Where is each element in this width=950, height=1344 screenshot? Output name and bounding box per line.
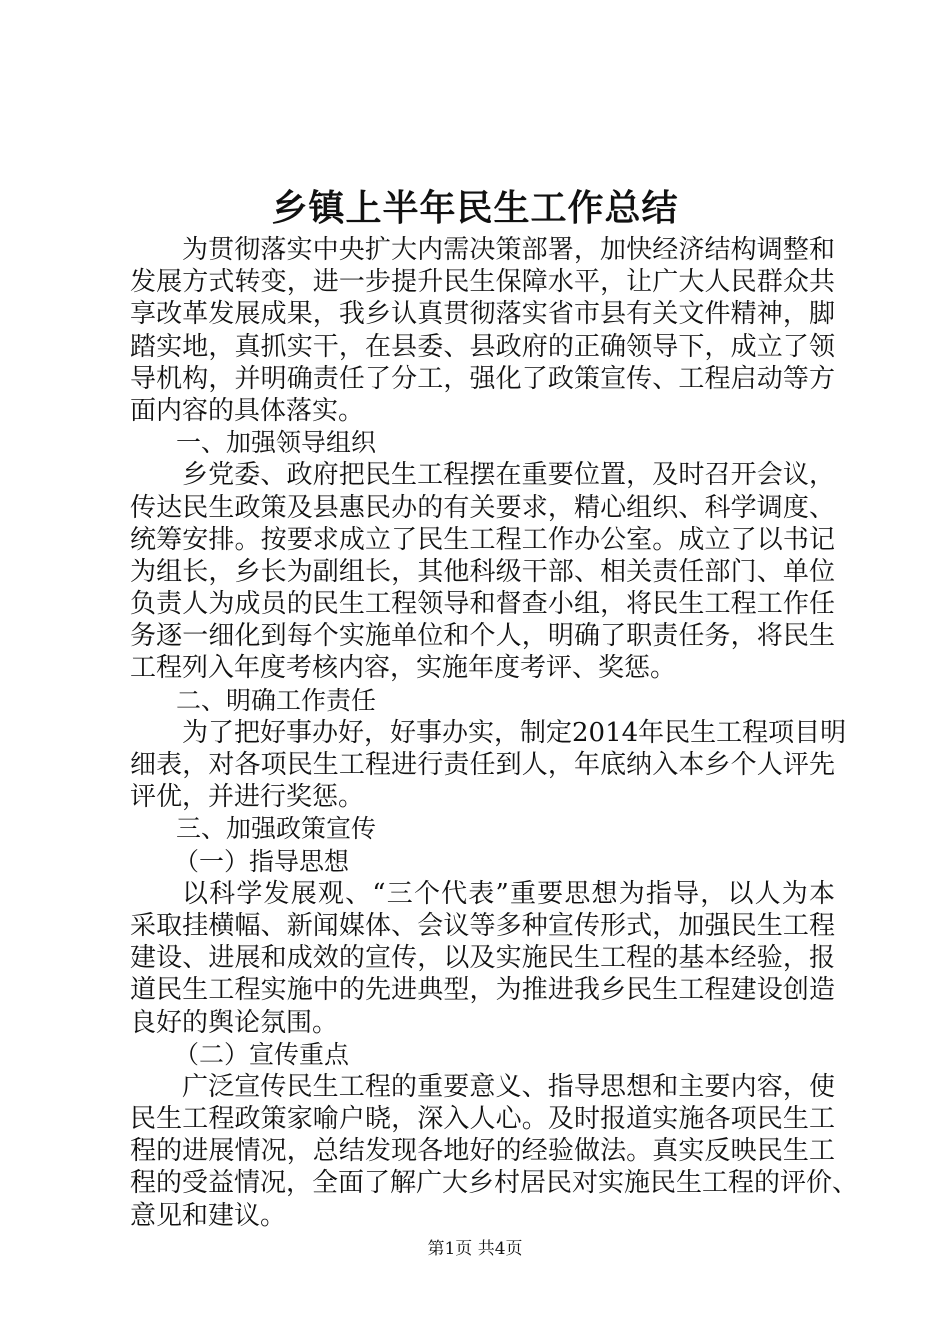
paragraph-line: 评优，并进行奖惩。: [130, 782, 365, 813]
paragraph-line: 为组长，乡长为副组长，其他科级干部、相关责任部门、单位: [130, 556, 835, 587]
paragraph-line: 传达民生政策及县惠民办的有关要求，精心组织、科学调度、: [130, 492, 835, 523]
paragraph-line: 发展方式转变，进一步提升民生保障水平，让广大人民群众共: [130, 267, 835, 298]
paragraph-line: 采取挂横幅、新闻媒体、会议等多种宣传形式，加强民生工程: [130, 910, 835, 941]
paragraph-line: 工程列入年度考核内容，实施年度考评、奖惩。: [130, 653, 677, 684]
paragraph-line: 乡党委、政府把民生工程摆在重要位置，及时召开会议，: [182, 460, 835, 491]
paragraph-line: 程的受益情况，全面了解广大乡村居民对实施民生工程的评价、: [130, 1168, 859, 1199]
paragraph-line: 为了把好事办好，好事办实，制定2014年民生工程项目明: [182, 717, 847, 748]
section-heading-publicity: 三、加强政策宣传: [176, 814, 377, 844]
paragraph-line: 良好的舆论氛围。: [130, 1007, 339, 1038]
section-heading-leadership: 一、加强领导组织: [176, 428, 377, 458]
paragraph-line: 踏实地，真抓实干，在县委、县政府的正确领导下，成立了领: [130, 331, 835, 362]
paragraph-line: 务逐一细化到每个实施单位和个人，明确了职责任务，将民生: [130, 621, 835, 652]
subsection-heading-publicity-focus: （二）宣传重点: [174, 1039, 350, 1069]
intro-paragraph: [130, 234, 835, 427]
paragraph-line: 民生工程政策家喻户晓，深入人心。及时报道实施各项民生工: [130, 1104, 835, 1135]
page-number-footer: 第1页 共4页: [427, 1239, 523, 1259]
paragraph-line: 以科学发展观、“三个代表”重要思想为指导，以人为本: [182, 878, 835, 909]
guiding-ideology-paragraph: [130, 878, 835, 1039]
paragraph-line: 程的进展情况，总结发现各地好的经验做法。真实反映民生工: [130, 1136, 835, 1167]
paragraph-line: 享改革发展成果，我乡认真贯彻落实省市县有关文件精神，脚: [130, 299, 835, 330]
publicity-focus-paragraph: [130, 1071, 859, 1232]
paragraph-line: 建设、进展和成效的宣传，以及实施民生工程的基本经验，报: [130, 943, 835, 974]
paragraph-line: 统筹安排。按要求成立了民生工程工作办公室。成立了以书记: [130, 524, 835, 555]
section-heading-responsibility: 二、明确工作责任: [176, 685, 377, 715]
paragraph-line: 导机构，并明确责任了分工，强化了政策宣传、工程启动等方: [130, 363, 835, 394]
paragraph-line: 面内容的具体落实。: [130, 395, 365, 426]
document-body: [130, 234, 859, 1232]
paragraph-line: 道民生工程实施中的先进典型，为推进我乡民生工程建设创造: [130, 975, 835, 1006]
paragraph-line: 意见和建议。: [130, 1200, 287, 1231]
leadership-paragraph: [130, 459, 835, 684]
document-title: 乡镇上半年民生工作总结: [271, 188, 679, 229]
paragraph-line: 细表，对各项民生工程进行责任到人，年底纳入本乡个人评先: [130, 750, 835, 780]
subsection-heading-guiding-ideology: （一）指导思想: [174, 846, 350, 876]
paragraph-line: 负责人为成员的民生工程领导和督查小组，将民生工程工作任: [130, 589, 835, 620]
paragraph-line: 广泛宣传民生工程的重要意义、指导思想和主要内容，使: [182, 1071, 835, 1102]
responsibility-paragraph: [130, 717, 847, 814]
paragraph-line: 为贯彻落实中央扩大内需决策部署，加快经济结构调整和: [182, 235, 835, 265]
